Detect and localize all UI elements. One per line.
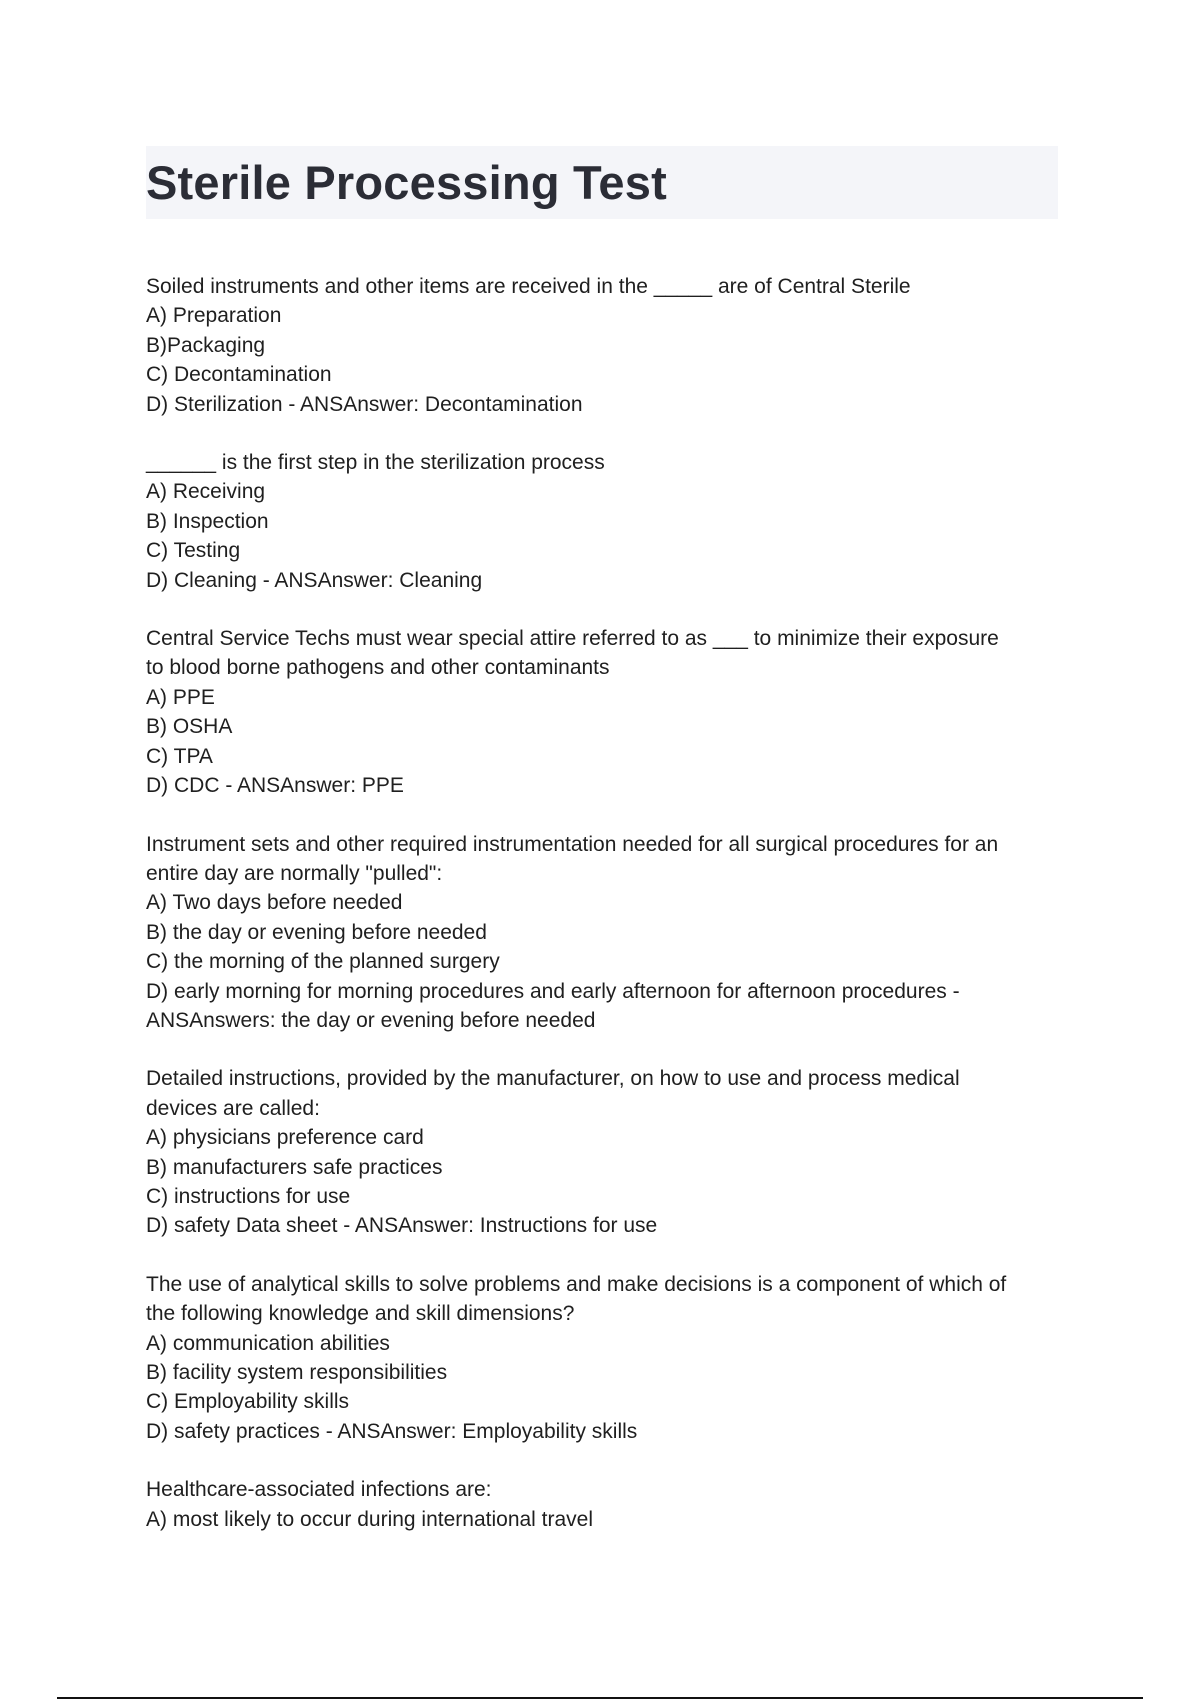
answer-option: B) facility system responsibilities bbox=[146, 1361, 448, 1384]
question-text: devices are called: bbox=[146, 1096, 320, 1120]
question-block-6 bbox=[146, 1270, 1066, 1446]
answer-option: A) communication abilities bbox=[146, 1331, 390, 1355]
question-block-7 bbox=[146, 1475, 1066, 1534]
answer-key: ANSAnswers: the day or evening before needed bbox=[146, 1008, 596, 1032]
question-text: entire day are normally "pulled": bbox=[146, 861, 443, 885]
answer-option-with-key: D) safety practices - ANSAnswer: Employability skills bbox=[146, 1419, 638, 1443]
answer-option: B) manufacturers safe practices bbox=[146, 1155, 443, 1179]
answer-option: C) Testing bbox=[146, 539, 241, 563]
answer-option-with-key: D) CDC - ANSAnswer: PPE bbox=[146, 774, 404, 798]
answer-option-with-key: D) Sterilization - ANSAnswer: Decontamination bbox=[146, 392, 583, 416]
question-text: Soiled instruments and other items are received in the _____ are of Central Sterile bbox=[146, 275, 911, 298]
answer-option: C) the morning of the planned surgery bbox=[146, 950, 500, 974]
question-block-3 bbox=[146, 624, 1066, 800]
question-block-5 bbox=[146, 1064, 1066, 1240]
answer-option: A) physicians preference card bbox=[146, 1126, 424, 1150]
answer-option: C) TPA bbox=[146, 744, 213, 768]
question-text: the following knowledge and skill dimensions? bbox=[146, 1302, 575, 1326]
answer-option: B) OSHA bbox=[146, 715, 233, 739]
question-list bbox=[146, 272, 1066, 1563]
answer-option: C) Decontamination bbox=[146, 363, 332, 387]
title-banner bbox=[146, 146, 1058, 219]
question-text: Detailed instructions, provided by the manufacturer, on how to use and process medical bbox=[146, 1067, 960, 1091]
answer-option: B) the day or evening before needed bbox=[146, 920, 487, 944]
question-block-1 bbox=[146, 272, 1066, 419]
question-text: ______ is the first step in the sterilization process bbox=[146, 451, 605, 475]
answer-option: A) Receiving bbox=[146, 480, 266, 504]
question-text: to blood borne pathogens and other contaminants bbox=[146, 656, 610, 680]
answer-option: A) PPE bbox=[146, 685, 215, 709]
question-text: Central Service Techs must wear special attire referred to as ___ to minimize their exposure bbox=[146, 627, 999, 651]
answer-option: A) most likely to occur during international travel bbox=[146, 1507, 594, 1531]
page-divider bbox=[57, 1697, 1143, 1699]
answer-option: C) instructions for use bbox=[146, 1184, 351, 1208]
page-title: Sterile Processing Test bbox=[146, 156, 667, 209]
answer-option: B) Inspection bbox=[146, 509, 269, 533]
question-text: Instrument sets and other required instrumentation needed for all surgical procedures for an bbox=[146, 832, 999, 856]
answer-option: B)Packaging bbox=[146, 333, 266, 357]
question-block-4 bbox=[146, 830, 1066, 1036]
answer-option-with-key: D) safety Data sheet - ANSAnswer: Instructions for use bbox=[146, 1214, 658, 1238]
answer-option: A) Two days before needed bbox=[146, 891, 403, 915]
answer-option: A) Preparation bbox=[146, 304, 282, 328]
answer-option: D) early morning for morning procedures and early afternoon for afternoon procedures - bbox=[146, 979, 960, 1003]
answer-option-with-key: D) Cleaning - ANSAnswer: Cleaning bbox=[146, 568, 483, 592]
question-text: The use of analytical skills to solve problems and make decisions is a component of which of bbox=[146, 1272, 1007, 1296]
question-text: Healthcare-associated infections are: bbox=[146, 1478, 492, 1502]
answer-option: C) Employability skills bbox=[146, 1390, 350, 1414]
question-block-2 bbox=[146, 448, 1066, 595]
